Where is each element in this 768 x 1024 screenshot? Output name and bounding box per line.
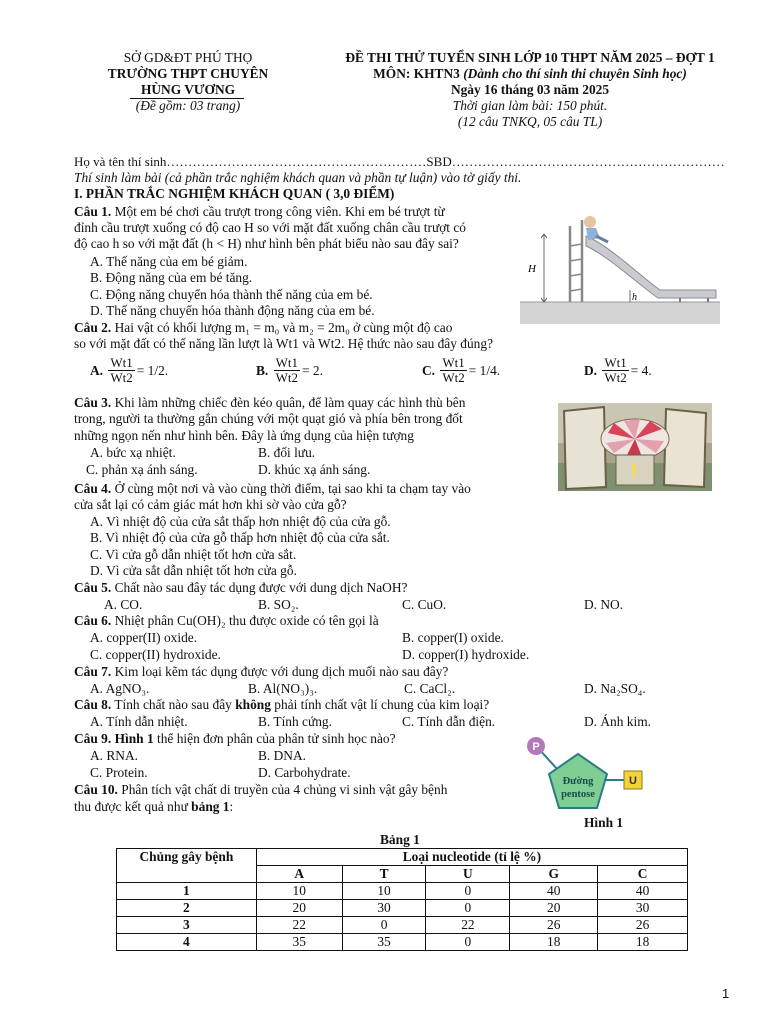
q5-option-a: A. CO. bbox=[104, 597, 143, 612]
q1-option-b: B. Động năng của em bé tăng. bbox=[90, 270, 253, 285]
q3-text-1: Khi làm những chiếc đèn kéo quân, để làm quay các hình thù bên bbox=[114, 395, 466, 410]
school-name-2: HÙNG VƯƠNG bbox=[140, 82, 236, 97]
q6-text: Nhiệt phân Cu(OH)₂ thu được oxide có tên gọi là bbox=[114, 613, 379, 628]
q8-option-d: D. Ánh kim. bbox=[584, 714, 651, 729]
q3-label: Câu 3. bbox=[74, 395, 112, 410]
q6-option-b: B. copper(I) oxide. bbox=[402, 630, 504, 645]
q10-line-2 bbox=[74, 799, 233, 815]
table-row bbox=[117, 917, 688, 934]
q9-option-b: B. DNA. bbox=[258, 748, 306, 763]
q2-c-num: Wt1 bbox=[442, 355, 465, 370]
q2-line-1 bbox=[74, 320, 452, 336]
cell: 35 bbox=[256, 934, 342, 951]
subject-name: MÔN: KHTN3 bbox=[373, 66, 460, 81]
q2-b-num: Wt1 bbox=[275, 355, 299, 370]
subject-line bbox=[300, 66, 760, 82]
q1-line-2: đỉnh cầu trượt xuống có độ cao H so với mặt đất xuống chân cầu trượt có bbox=[74, 220, 467, 235]
q6-line bbox=[74, 613, 379, 629]
nucleotide-figure bbox=[520, 734, 650, 816]
table-row bbox=[117, 934, 688, 951]
q2-a-rhs: = 1/2. bbox=[136, 362, 169, 378]
cell: 22 bbox=[426, 917, 510, 934]
phosphate-label: P bbox=[532, 741, 540, 753]
label-h: h bbox=[632, 292, 637, 303]
page-count-note: (Đề gồm: 03 trang) bbox=[135, 98, 241, 113]
table-row bbox=[117, 883, 688, 900]
q10-line-1 bbox=[74, 782, 447, 798]
q1-option-a: A. Thế năng của em bé giảm. bbox=[90, 254, 248, 269]
q4-label: Câu 4. bbox=[74, 481, 112, 496]
q8-text-pre: Tính chất nào sau đây bbox=[114, 697, 236, 712]
question-count: (12 câu TNKQ, 05 câu TL) bbox=[457, 114, 603, 129]
q9-line bbox=[74, 731, 396, 747]
cell: 3 bbox=[117, 917, 257, 934]
cell: 0 bbox=[426, 883, 510, 900]
q9-label: Câu 9. bbox=[74, 731, 112, 746]
q7-text: Kim loại kẽm tác dụng được với dung dịch muối nào sau đây? bbox=[114, 664, 449, 679]
q10-text-1: Phân tích vật chất di truyền của 4 chủng vi sinh vật gây bệnh bbox=[121, 782, 448, 797]
q4-option-c: C. Vì cửa gỗ dẫn nhiệt tốt hơn cửa sắt. bbox=[90, 547, 297, 562]
q5-label: Câu 5. bbox=[74, 580, 112, 595]
label-H: H bbox=[528, 263, 536, 275]
cell: 4 bbox=[117, 934, 257, 951]
cell: 22 bbox=[256, 917, 342, 934]
sugar-label-1: Đường bbox=[562, 776, 594, 787]
q3-line-1 bbox=[74, 395, 465, 411]
ground bbox=[520, 302, 720, 324]
col-u-header: U bbox=[426, 866, 510, 883]
q10-tail: : bbox=[229, 799, 234, 814]
q8-text-post: phải tính chất vật lí chung của kim loại? bbox=[270, 697, 490, 712]
cell: 10 bbox=[342, 883, 426, 900]
q4-option-b: B. Vì nhiệt độ của cửa gỗ thấp hơn nhiệt độ của cửa sắt. bbox=[90, 530, 390, 545]
cell: 2 bbox=[117, 900, 257, 917]
q2-b-den: Wt2 bbox=[275, 370, 299, 385]
cell: 18 bbox=[510, 934, 598, 951]
q2-option-c-letter: C. bbox=[422, 362, 436, 378]
cell: 40 bbox=[510, 883, 598, 900]
q6-option-a: A. copper(II) oxide. bbox=[90, 630, 198, 645]
cell: 26 bbox=[598, 917, 688, 934]
q8-label: Câu 8. bbox=[74, 697, 112, 712]
q7-option-b: B. Al(NO₃)₃. bbox=[248, 681, 318, 696]
q8-option-c: C. Tính dẫn điện. bbox=[402, 714, 496, 729]
table-row bbox=[117, 900, 688, 917]
uracil-label: U bbox=[629, 775, 637, 787]
q9-option-a: A. RNA. bbox=[90, 748, 138, 763]
q9-text-post: thể hiện đơn phân của phân tử sinh học nào? bbox=[153, 731, 396, 746]
header-underline bbox=[130, 98, 244, 99]
cell: 26 bbox=[510, 917, 598, 934]
q9-option-c: C. Protein. bbox=[90, 765, 148, 780]
q2-option-a bbox=[90, 356, 168, 385]
q10-label: Câu 10. bbox=[74, 782, 118, 797]
q9-text-bold: Hình 1 bbox=[114, 731, 154, 746]
q1-label: Câu 1. bbox=[74, 204, 112, 219]
table-header-row bbox=[117, 849, 688, 866]
cell: 35 bbox=[342, 934, 426, 951]
q3-line-3: những ngọn nến như hình bên. Đây là ứng dụng của hiện tượng bbox=[74, 428, 414, 443]
q7-label: Câu 7. bbox=[74, 664, 112, 679]
cell: 20 bbox=[256, 900, 342, 917]
slide-chute bbox=[586, 236, 716, 298]
q2-d-rhs: = 4. bbox=[630, 362, 652, 378]
q2-option-d-letter: D. bbox=[584, 362, 598, 378]
page-number: 1 bbox=[722, 986, 730, 1001]
cell: 0 bbox=[342, 917, 426, 934]
exam-date: Ngày 16 tháng 03 năm 2025 bbox=[450, 82, 610, 97]
q2-line-2: so với mặt đất có thế năng lần lượt là Wt1 và Wt2. Hệ thức nào sau đây đúng? bbox=[74, 336, 494, 351]
header-right bbox=[300, 50, 760, 130]
q5-option-c: C. CuO. bbox=[402, 597, 447, 612]
q1-text-1: Một em bé chơi cầu trượt trong công viên. Khi em bé trượt từ bbox=[114, 204, 445, 219]
q5-option-d: D. NO. bbox=[584, 597, 624, 612]
q8-text-bold: không bbox=[235, 697, 271, 712]
q6-option-c: C. copper(II) hydroxide. bbox=[90, 647, 221, 662]
q8-option-b: B. Tính cứng. bbox=[258, 714, 332, 729]
child bbox=[584, 216, 596, 228]
q2-label: Câu 2. bbox=[74, 320, 112, 335]
q2-option-b bbox=[256, 356, 323, 385]
q7-option-c: C. CaCl₂. bbox=[404, 681, 456, 696]
q10-text-2: thu được kết quả như bbox=[74, 799, 192, 814]
cell: 30 bbox=[342, 900, 426, 917]
q7-line bbox=[74, 664, 448, 680]
cell: 0 bbox=[426, 900, 510, 917]
table-caption: Bảng 1 bbox=[380, 832, 420, 847]
nucleotide-table bbox=[116, 848, 688, 951]
department-name: SỞ GD&ĐT PHÚ THỌ bbox=[123, 50, 253, 65]
cell: 1 bbox=[117, 883, 257, 900]
q7-option-d: D. Na₂SO₄. bbox=[584, 681, 646, 696]
q4-text-1: Ở cùng một nơi và vào cùng thời điểm, tại sao khi ta chạm tay vào bbox=[114, 481, 471, 496]
cell: 40 bbox=[598, 883, 688, 900]
cell: 30 bbox=[598, 900, 688, 917]
q7-option-a: A. AgNO₃. bbox=[90, 681, 150, 696]
lantern-photo bbox=[558, 403, 712, 491]
student-info-line: Họ và tên thí sinh……………………………………………………SBD……………………………………………………… bbox=[74, 154, 725, 169]
q2-b-rhs: = 2. bbox=[302, 362, 323, 378]
instruction: Thí sinh làm bài (cả phần trắc nghiệm khách quan và phần tự luận) vào tờ giấy thi. bbox=[74, 170, 522, 185]
q3-option-b: B. đối lưu. bbox=[258, 445, 316, 460]
q5-text: Chất nào sau đây tác dụng được với dung dịch NaOH? bbox=[114, 580, 408, 595]
q10-bold: bảng 1 bbox=[191, 799, 230, 814]
q3-line-2: trong, người ta thường gắn chúng với một quạt gió và phía bên trong đốt bbox=[74, 411, 463, 426]
q8-option-a: A. Tính dẫn nhiệt. bbox=[90, 714, 188, 729]
sugar-label-2: pentose bbox=[561, 789, 595, 800]
q1-line-1 bbox=[74, 204, 445, 220]
cell: 18 bbox=[598, 934, 688, 951]
q4-option-a: A. Vì nhiệt độ của cửa sắt thấp hơn nhiệt độ của cửa gỗ. bbox=[90, 514, 391, 529]
header-left bbox=[88, 50, 288, 114]
q6-option-d: D. copper(I) hydroxide. bbox=[402, 647, 530, 662]
slide-figure bbox=[520, 206, 720, 324]
q2-d-num: Wt1 bbox=[604, 355, 627, 370]
q4-line-2: cửa sắt lại có cảm giác mát hơn khi sờ vào cửa gỗ? bbox=[74, 497, 347, 512]
q3-option-d: D. khúc xạ ánh sáng. bbox=[258, 462, 371, 477]
exam-title: ĐỀ THI THỬ TUYỂN SINH LỚP 10 THPT NĂM 2025 – ĐỢT 1 bbox=[345, 50, 715, 65]
col-group-header: Loại nucleotide (tỉ lệ %) bbox=[256, 849, 687, 866]
col-a-header: A bbox=[256, 866, 342, 883]
cell: 0 bbox=[426, 934, 510, 951]
q5-option-b: B. SO₂. bbox=[258, 597, 299, 612]
q9-option-d: D. Carbohydrate. bbox=[258, 765, 351, 780]
school-name: TRƯỜNG THPT CHUYÊN bbox=[107, 66, 269, 81]
q2-option-d bbox=[584, 356, 652, 385]
exam-duration: Thời gian làm bài: 150 phút. bbox=[452, 98, 608, 113]
q2-a-den: Wt2 bbox=[110, 370, 133, 385]
q1-line-3: độ cao h so với mặt đất (h < H) như hình bên phát biểu nào sau đây sai? bbox=[74, 236, 459, 251]
q2-option-c bbox=[422, 356, 500, 385]
cell: 20 bbox=[510, 900, 598, 917]
q2-option-a-letter: A. bbox=[90, 362, 104, 378]
q2-option-b-letter: B. bbox=[256, 362, 269, 378]
q4-option-d: D. Vì cửa sắt dẫn nhiệt tốt hơn cửa gỗ. bbox=[90, 563, 297, 578]
q3-option-a: A. bức xạ nhiệt. bbox=[90, 445, 176, 460]
q2-text-1: Hai vật có khối lượng m₁ = m₀ và m₂ = 2m₀ ở cùng một độ cao bbox=[114, 320, 453, 335]
col-g-header: G bbox=[510, 866, 598, 883]
q1-option-d: D. Thế năng chuyển hóa thành động năng của em bé. bbox=[90, 303, 375, 318]
q2-d-den: Wt2 bbox=[604, 370, 627, 385]
q8-line bbox=[74, 697, 489, 713]
q2-c-den: Wt2 bbox=[442, 370, 465, 385]
q2-c-rhs: = 1/4. bbox=[468, 362, 501, 378]
q6-label: Câu 6. bbox=[74, 613, 112, 628]
figure1-caption: Hình 1 bbox=[584, 815, 624, 830]
q5-line bbox=[74, 580, 407, 596]
section-title: I. PHẦN TRẮC NGHIỆM KHÁCH QUAN ( 3,0 ĐIỂM) bbox=[74, 186, 395, 201]
q2-a-num: Wt1 bbox=[110, 355, 133, 370]
subject-note: (Dành cho thí sinh thi chuyên Sinh học) bbox=[463, 66, 687, 81]
cell: 10 bbox=[256, 883, 342, 900]
col-t-header: T bbox=[342, 866, 426, 883]
q4-line-1 bbox=[74, 481, 471, 497]
q3-option-c: C. phản xạ ánh sáng. bbox=[86, 462, 198, 477]
col-strain-header: Chủng gây bệnh bbox=[117, 849, 257, 883]
q1-option-c: C. Động năng chuyển hóa thành thế năng của em bé. bbox=[90, 287, 373, 302]
col-c-header: C bbox=[598, 866, 688, 883]
